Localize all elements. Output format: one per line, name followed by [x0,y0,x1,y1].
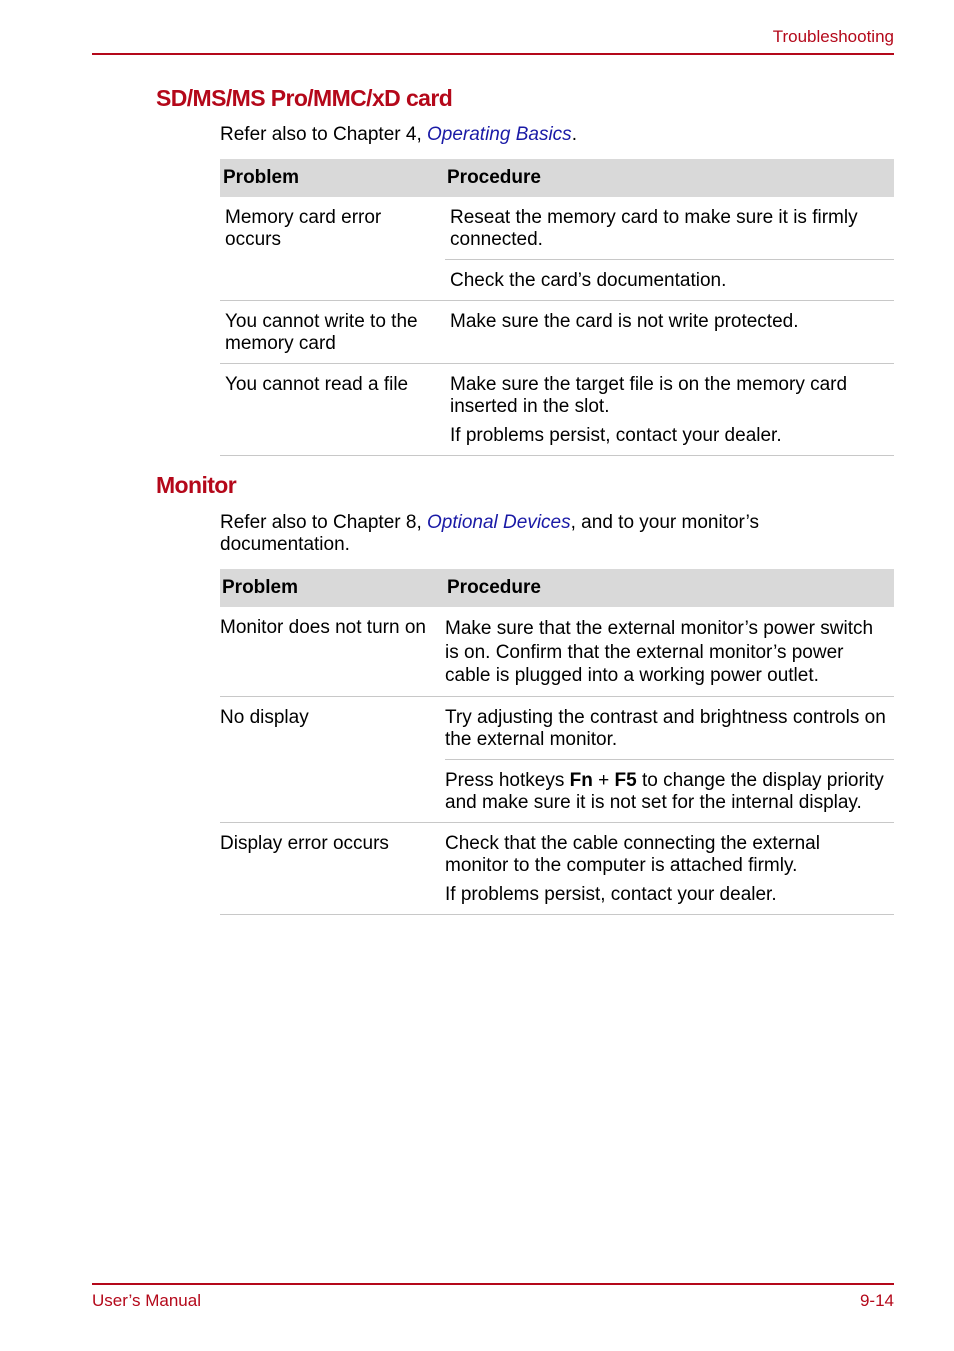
hotkey-text: Press hotkeys [445,769,570,791]
problem-cell: No display [220,706,309,728]
column-header-procedure: Procedure [447,577,541,598]
column-header-procedure: Procedure [447,167,541,188]
intro-suffix: . [571,124,577,145]
footer-manual-title: User’s Manual [92,1291,201,1310]
hotkey-procedure-cell [445,759,894,822]
table-row [220,607,894,697]
procedure-line: Make sure the target file is on the memory card inserted in the slot. [450,374,848,417]
fn-key: Fn [569,769,593,791]
procedure-line: If problems persist, contact your dealer. [450,425,782,446]
column-header-problem: Problem [223,167,300,188]
table-row [220,364,894,456]
intro-text: Refer also to Chapter 8, [220,512,427,533]
procedure-cell [445,823,894,914]
header-section-title: Troubleshooting [772,27,894,46]
procedure-line: If problems persist, contact your dealer. [445,883,777,905]
table-header [220,569,894,607]
intro-text: Refer also to Chapter 4, [220,124,427,145]
problem-cell: Memory card error occurs [225,207,382,250]
page-number: 9-14 [859,1291,894,1310]
column-header-problem: Problem [222,577,299,598]
problem-cell: Display error occurs [220,832,389,854]
footer-rule [92,1283,894,1285]
monitor-section-intro [220,512,820,556]
problem-cell: You cannot write to the memory card [225,311,418,354]
header-rule [92,53,894,55]
sd-section-intro [220,124,860,146]
f5-key: F5 [614,769,637,791]
intro-suffix: , and to your monitor’s documentation. [220,512,759,555]
procedure-cell: Make sure the card is not write protected. [450,311,799,332]
procedure-cell: Reseat the memory card to make sure it is firmly connected. [450,207,858,250]
monitor-section-heading: Monitor [156,472,237,498]
table-header [220,159,894,197]
optional-devices-link[interactable]: Optional Devices [427,512,571,533]
operating-basics-link[interactable]: Operating Basics [427,124,572,145]
procedure-cell [445,364,894,455]
procedure-line: Check that the cable connecting the external monitor to the computer is attached firmly. [445,832,820,876]
table-row [220,823,894,915]
table-row [220,301,894,364]
procedure-cell: Make sure that the external monitor’s power switch is on. Confirm that the external monitor’s power cable is plugged into a working power outlet. [445,618,874,686]
problem-cell: You cannot read a file [225,374,409,395]
monitor-troubleshooting-table [220,569,894,915]
sd-troubleshooting-table [220,159,894,456]
plus-text: + [592,769,615,791]
table-row [220,697,894,823]
procedure-cell: Check the card’s documentation. [445,259,894,300]
procedure-cell: Try adjusting the contrast and brightness controls on the external monitor. [445,706,886,750]
hotkey-text: to change the display priority and make sure it is not set for the internal display. [445,769,884,813]
problem-cell: Monitor does not turn on [220,617,426,638]
table-row [220,197,894,301]
sd-section-heading: SD/MS/MS Pro/MMC/xD card [156,85,453,111]
